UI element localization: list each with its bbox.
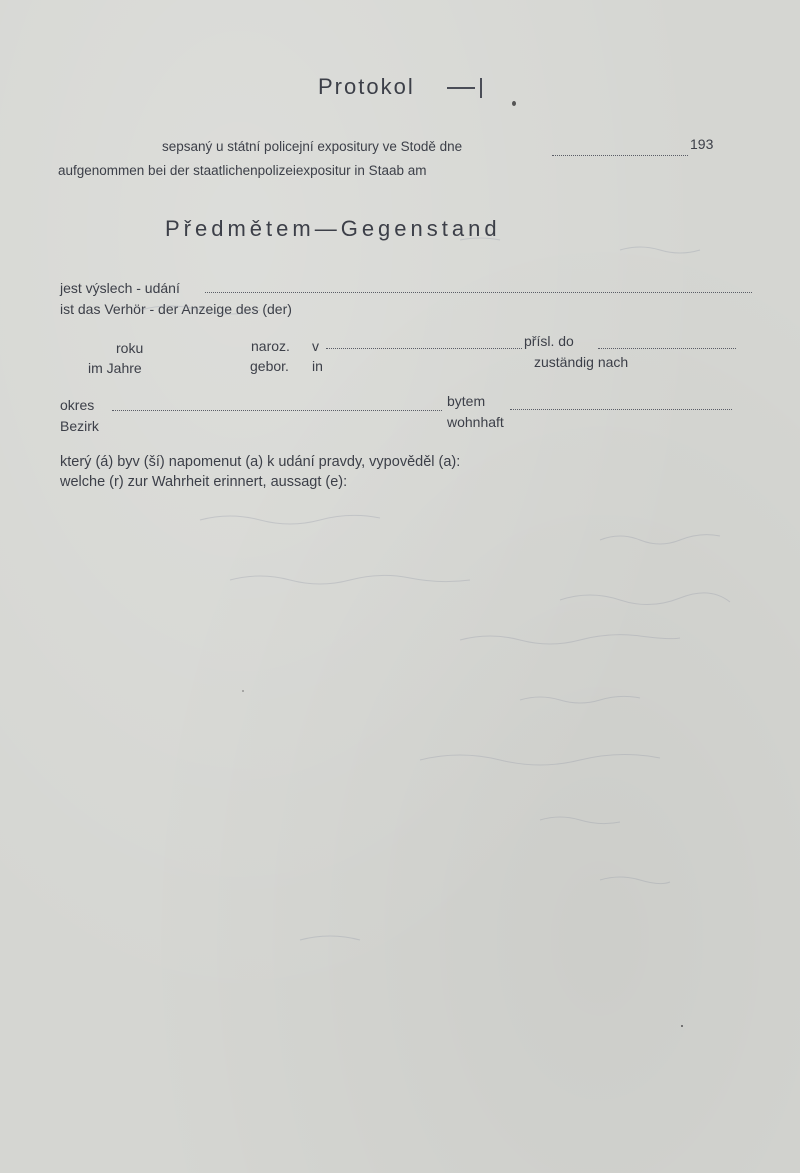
ink-speck [681, 1025, 683, 1027]
header-line-cs: sepsaný u státní policejní expositury ve Stodě dne [162, 139, 463, 154]
subject-heading: Předmětem—Gegenstand [165, 216, 501, 241]
label-okres: okres [60, 397, 95, 413]
label-bezirk: Bezirk [60, 418, 99, 434]
label-naroz: naroz. [251, 338, 290, 354]
ink-speck [242, 690, 244, 692]
label-wohnhaft: wohnhaft [447, 414, 504, 430]
page-title: Protokol [318, 74, 415, 99]
label-roku: roku [116, 340, 144, 356]
label-verhor: ist das Verhör - der Anzeige des (der) [60, 301, 292, 317]
label-vyslech: jest výslech - udání [60, 280, 180, 296]
label-zustandig: zuständig nach [534, 354, 629, 370]
year-prefix: 193 [690, 136, 714, 152]
label-im-jahre: im Jahre [88, 360, 142, 376]
label-gebor: gebor. [250, 358, 289, 374]
label-v: v [312, 338, 319, 354]
label-bytem: bytem [447, 393, 486, 409]
label-prisl: přísl. do [524, 333, 574, 349]
ink-speck [512, 101, 516, 106]
statement-de: welche (r) zur Wahrheit erinnert, aussagt (e): [60, 474, 348, 490]
statement-cs: který (á) byv (ší) napomenut (a) k udání pravdy, vypověděl (a): [60, 454, 461, 470]
label-in: in [312, 358, 323, 374]
header-line-de: aufgenommen bei der staatlichenpolizeiexpositur in Staab am [58, 163, 427, 178]
